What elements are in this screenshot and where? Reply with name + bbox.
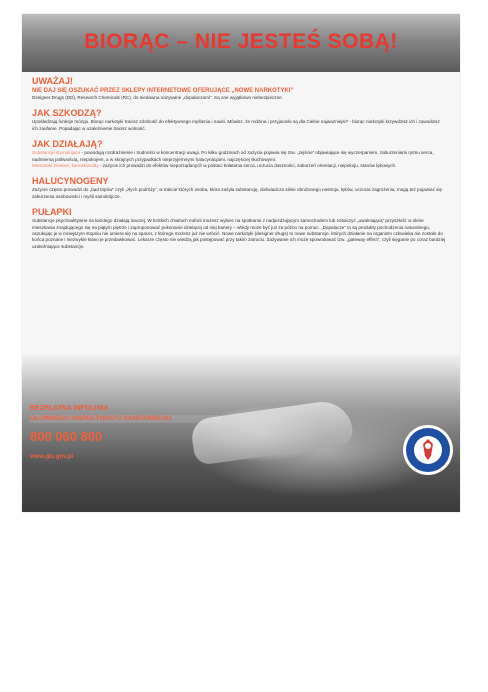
section-heading: PUŁAPKI [32,207,72,218]
section-heading: JAK DZIAŁAJĄ? [32,139,103,150]
infoline-org: GŁÓWNEGO INSPEKTORATU SANITARNEGO [30,415,220,423]
flyer-sheet [22,14,460,512]
section-jak-dzialaja [32,139,446,169]
section-body: Zażycie często prowadzi do „bad tripów” czyli „złych podróży”, w trakcie których osoba, która zażyła substancję, doświadcza silnie obniżonego nastroju, lęków, uczucia zagrożenia, mogą też pojawiać się zaburzenia osobowości i myśli samobójcze. [32,187,443,199]
infoline-phone[interactable]: 800 060 800 [30,429,103,444]
infoline-label: BEZPŁATNA INFOLINIA [30,405,109,412]
section-text: - zażycie ich prowadzi do efektów nieporządanych w postaci kołatania serca, uczucia duszności, zaburzeń orientacji, niepokoju, stanów lękowych. [98,163,397,169]
section-body [32,150,446,163]
section-pulapki [32,207,446,250]
section-body: Substancje psychoaktywne na każdego działają inaczej. W krótkich chwilach euforii możesz wybiec na spotkanie z nadjeżdżającym samochodem lub zobaczyć „uwalniającą” przyszłość w oknie mieszkania znajdującego się na piątym piętrze i zaproponować pokonanie dzielącej od niej bariery – wtedy może być już za późno na pomoc. „Dopalacze” to są produkty pochodzenia naturalnego, oszukując je w mniejszym stopniu nie umiera się na spacer, z którego możesz już nie wrócić. Nowe narkotyki (designer drugs) to nowe substancje, których działanie na organizm człowieka nie zostało do końca poznane i niezwykle łatwo je przedawkować. Lekarze często nie wiedzą jak postępować przy takim zatruciu. Zażywanie ich może spowodować tzw. „gateway effect”, czyli sięganie po coraz bardziej uzależniające substancje. [32,218,446,249]
hand-photo [22,354,460,512]
section-heading: UWAŻAJ! [32,76,73,86]
infoline-website[interactable]: www.gis.gov.pl [30,454,74,460]
header-banner [22,14,460,72]
section-uwazaj [32,76,446,101]
flyer-content [32,76,446,250]
highlight-term: Mieszanki ziołowe, kannabinoidy [32,163,99,169]
sanitary-inspection-logo [402,424,454,476]
flyer-title: BIORĄC – NIE JESTEŚ SOBĄ! [84,30,398,53]
section-body: Upośledzają funkcje mózgu. Biorąc narkotyki tracisz zdolność do efektywnego myślenia i nauki. Mówisz, że rodzina i przyjaciele są dla Ciebie najważniejsi? - biorąc narkotyki krzywdzisz ich i zawodzisz ich zaufanie. Popadając w uzależnienie tracisz wolność. [32,119,440,131]
section-heading: HALUCYNOGENY [32,176,109,187]
section-halucynogeny [32,176,446,200]
infoline-box [30,404,220,460]
section-body: Designer Drugs (DD), Research Chemicals (RC), do niedawna nazywane „dopalaczami”. Są one wyjątkowo niebezpieczne. [32,95,283,100]
section-subheading: NIE DAJ SIĘ OSZUKAĆ PRZEZ SKLEPY INTERNETOWE OFERUJĄCE „NOWE NARKOTYKI” [32,88,294,94]
section-jak-szkodza [32,108,446,132]
section-body [32,163,446,169]
highlight-term: Substancje stymulujące [32,150,81,156]
section-text: - powodują rozdrażnienie i trudności w koncentracji uwagi. Po kilku godzinach od zażycia pojawia się tzw. „zejście” objawiające się wyczerpaniem, zaburzeniami rytmu serca, nadmierną potliwością, niepokojem, a w skrajnych przypadkach nieprzyjemnymi halucynacjami, najczęściej słuchowymi. [32,150,434,162]
section-heading: JAK SZKODZĄ? [32,108,102,119]
